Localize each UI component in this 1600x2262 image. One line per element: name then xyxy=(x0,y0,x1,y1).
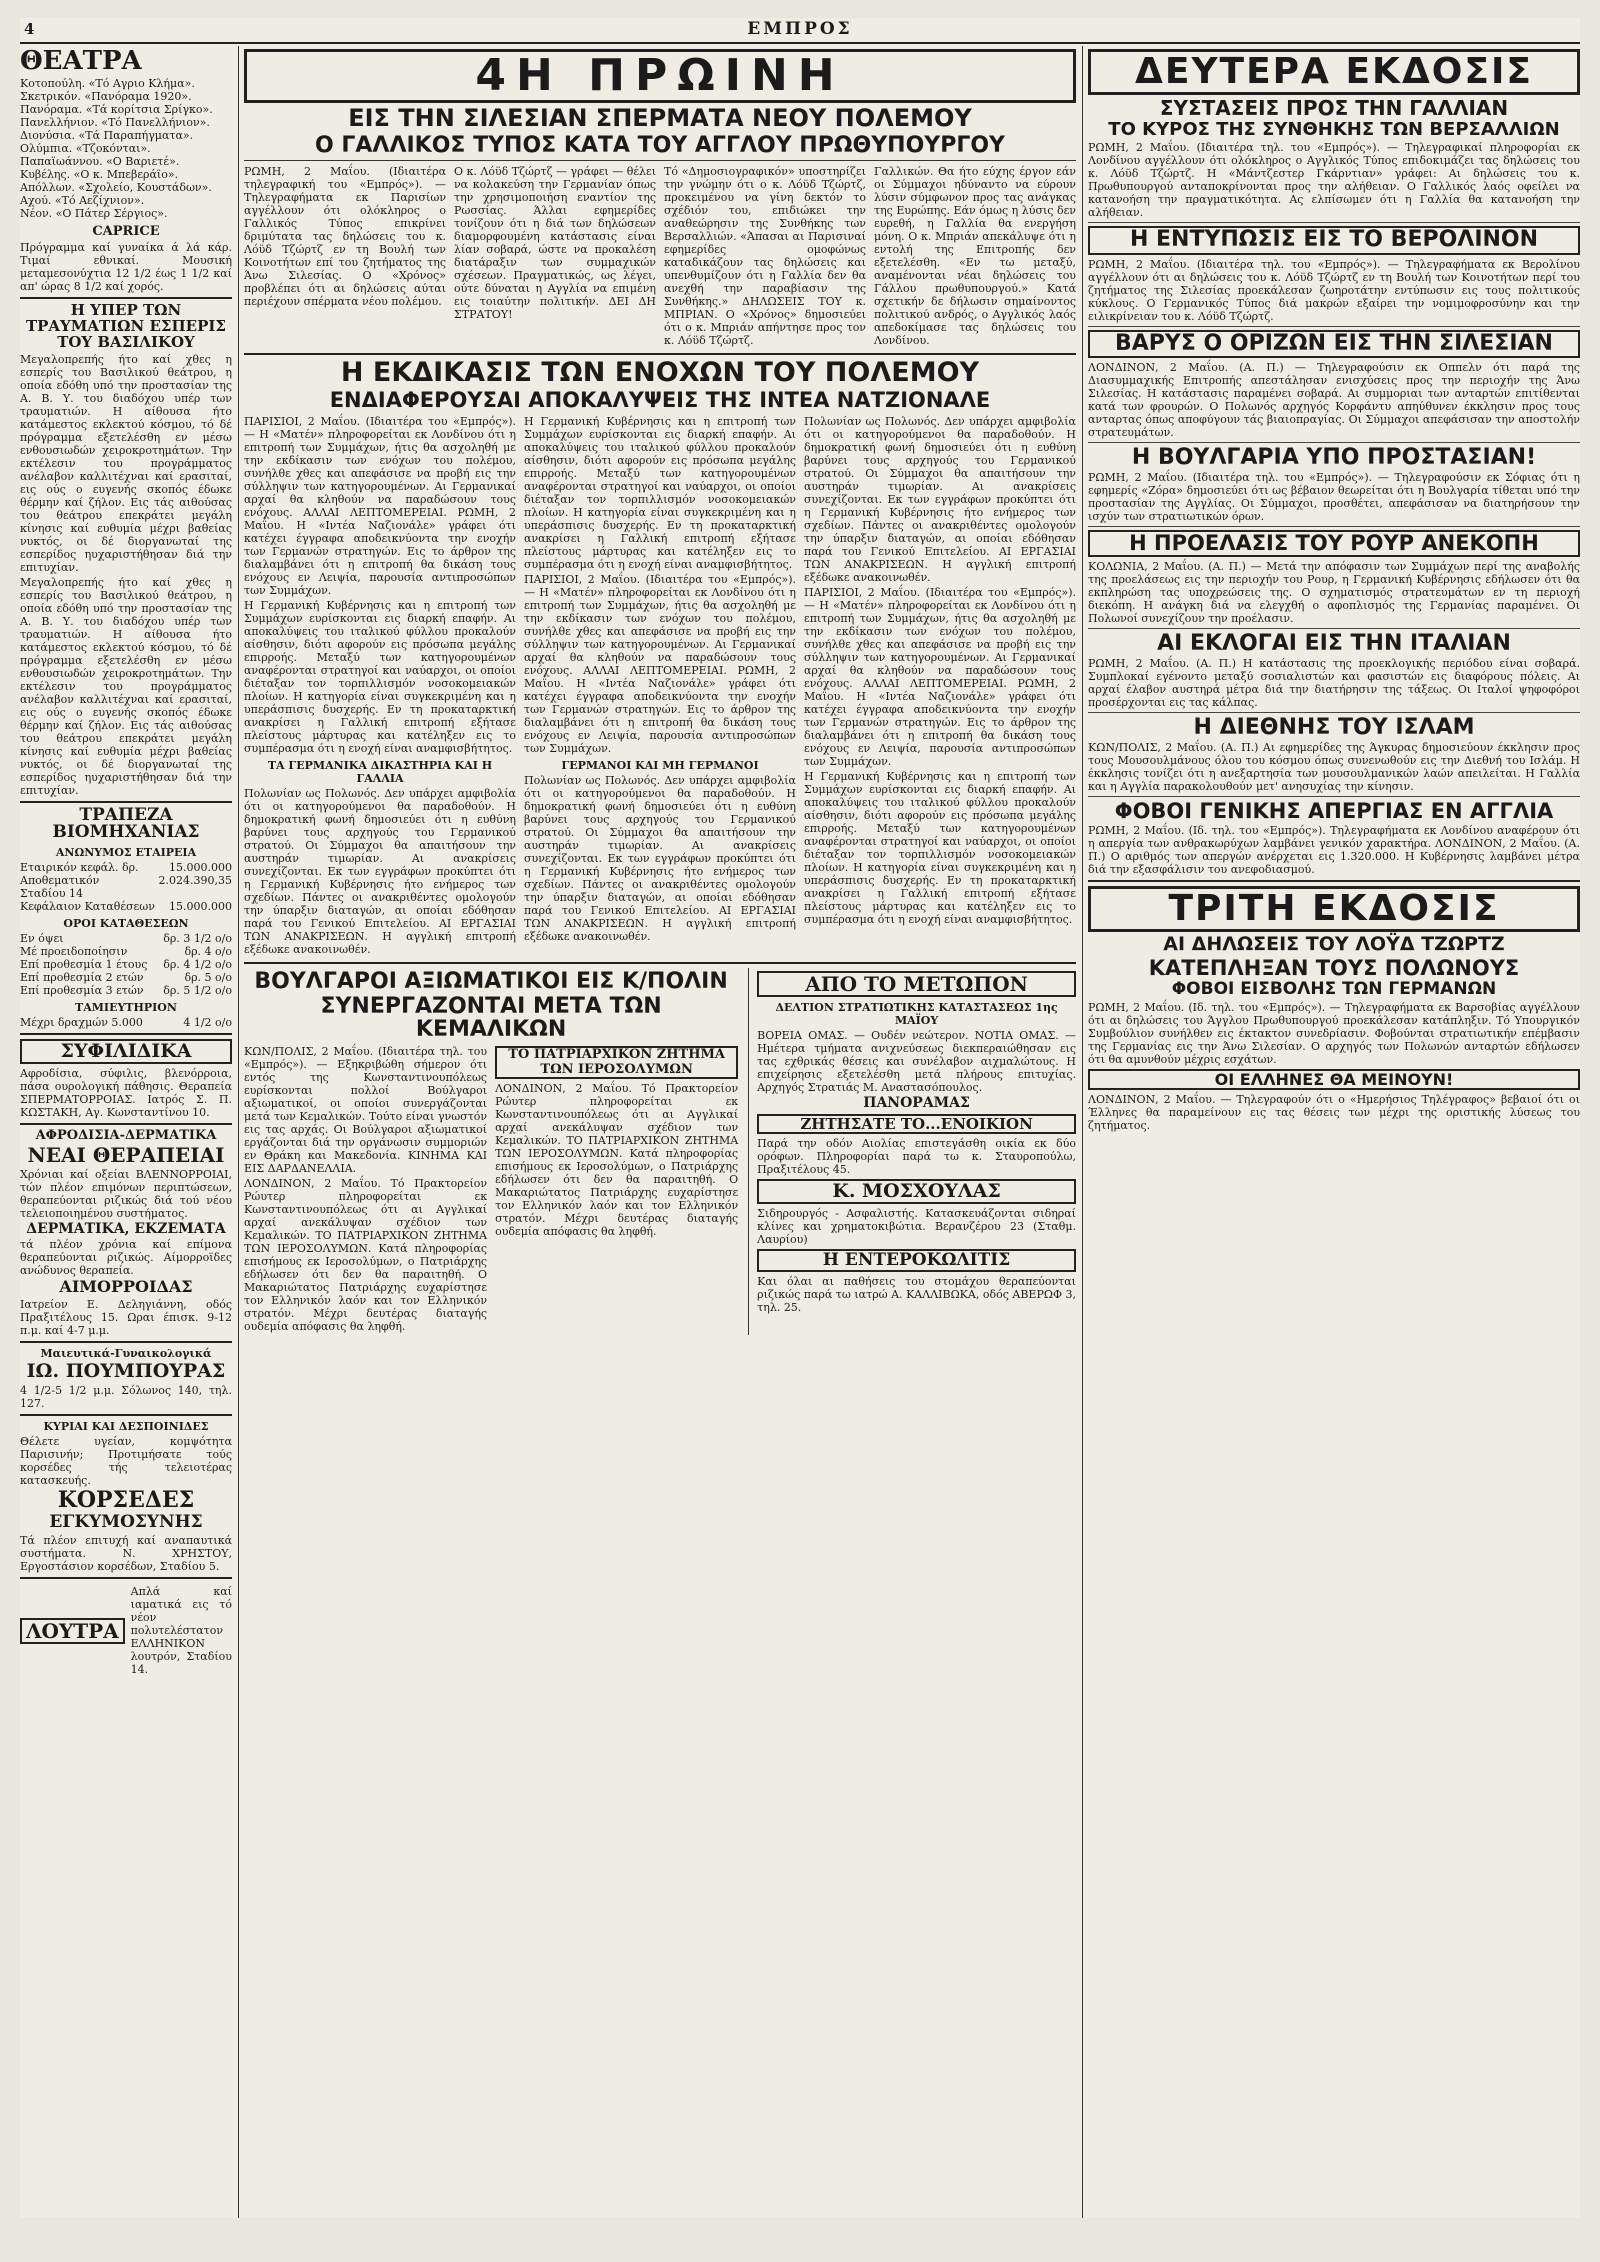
egkymosynis-text: Τά πλέον επιτυχή καί αναπαυτικά συστήματα. Ν. ΧΡΗΣΤΟΥ, Εργοστάσιον κορσέδων, Σταδίου 5. xyxy=(20,1534,232,1574)
row-value: δρ. 3 1/2 ο/ο xyxy=(163,932,232,946)
versailles-subheadline: ΤΟ ΚΥΡΟΣ ΤΗΣ ΣΥΝΘΗΚΗΣ ΤΩΝ ΒΕΡΣΑΛΛΙΩΝ xyxy=(1108,118,1560,140)
italy-headline: ΑΙ ΕΚΛΟΓΑΙ ΕΙΣ ΤΗΝ ΙΤΑΛΙΑΝ xyxy=(1157,631,1511,657)
silesia-headline: ΕΙΣ ΤΗΝ ΣΙΛΕΣΙΑΝ ΣΠΕΡΜΑΤΑ ΝΕΟΥ ΠΟΛΕΜΟΥ xyxy=(348,104,972,133)
enterocolitis-text: Και όλαι αι παθήσεις του στομάχου θεραπεύονται ριζικώς παρά τω ιατρώ Α. ΚΑΛΛΙΒΩΚΑ, οδός ΑΒΕΡΩΦ 3, τηλ. 25. xyxy=(757,1274,1076,1314)
table-row xyxy=(20,861,232,874)
versailles-headline: ΣΥΣΤΑΣΕΙΣ ΠΡΟΣ ΤΗΝ ΓΑΛΛΙΑΝ xyxy=(1159,95,1509,120)
polish-headline: ΑΙ ΔΗΛΩΣΕΙΣ ΤΟΥ ΛΟΫΔ ΤΖΩΡΤΖ xyxy=(1163,932,1505,955)
row-value: δρ. 5 1/2 ο/ο xyxy=(163,984,232,998)
war-guilt-col-2-continued: ΠΑΡΙΣΙΟΙ, 2 Μαΐου. (Ιδιαιτέρα του «Εμπρός»). — Η «Ματέν» πληροφορείται εκ Λονδίνου ότι η επιτροπή των Συμμάχων, ήτις θα ασχοληθή με την εκδίκασιν των ενόχων του πολέμου, συνήλθε χθες και απεφάσισε να προβή εις την σύλληψιν των κατηγορουμένων. Αι Γερμανικαί αρχαί θα κληθούν να παραδώσουν τους ενόχους. ΑΛΛΑΙ ΛΕΠΤΟΜΕΡΕΙΑΙ. ΡΩΜΗ, 2 Μαΐου. Η «Ιντέα Ναζιονάλε» γράφει ότι κατέχει έγγραφα αποδεικνύοντα την ενοχήν των Γερμανών στρατηγών. Εις το άρθρον της διαλαμβάνει ότι η επιτροπή θα δικάση τους ενόχους εν Λειψία, παρουσία αντιπροσώπων των Συμμάχων. xyxy=(524,573,796,756)
silesia-article xyxy=(244,163,1076,349)
theatre-item: Αχού. «Τό Αεζίχνιον». xyxy=(20,194,145,208)
silesia-article-col-2: Ο κ. Λόϋδ Τζώρτζ — γράφει — θέλει να κολακεύση την Γερμανίαν όπως την χρησιμοποιήση εναντίον της Ρωσσίας. Άλλαι εφημερίδες τονίζουν ότι η διά των δηλώσεων διαμορφουμένη κατάστασις είναι λίαν σοβαρά, ώστε να προκαλέση διατάραξιν των συμμαχικών σχέσεων. Πραγματικώς, ως λέγει, ούτε δύναται η Αγγλία να επιμένη εις τοιαύτην πολιτικήν. ΔΕΙ ΔΗ ΣΤΡΑΤΟΥ! xyxy=(454,164,657,321)
row-key: Επί προθεσμία 3 ετών xyxy=(20,984,144,998)
haemorrhoids-title: ΑΙΜΟΡΡΟΙΔΑΣ xyxy=(59,1277,193,1297)
bulgarians-subheadline: ΣΥΝΕΡΓΑΖΟΝΤΑΙ ΜΕΤΑ ΤΩΝ ΚΕΜΑΛΙΚΩΝ xyxy=(320,994,662,1043)
dermatika-text: τά πλέον χρόνια καί επίμονα θεραπεύονται ριζικώς. Αίμορροϊδες ανώδυνος θεραπεία. xyxy=(20,1238,232,1278)
silesia-horizon-text: ΛΟΝΔΙΝΟΝ, 2 Μαΐου. (Α. Π.) — Τηλεγραφούσιν εκ Οππελν ότι παρά της Διασυμμαχικής Επιτροπής απεστάλησαν ενισχύσεις προς την περιοχήν της Άνω Σιλεσίας. Η κατάστασις παραμένει σοβαρά. Αι συμμοριαι των ανταρτών επιτίθενται κατά των φρουρών. Ο Πολωνός αρχηγός Κορφάντυ απηύθυνεν έκκλησιν προς τους ανταρτας όπως αποφύγουν τάς βιαιοπραγίας. Οι Σύμμαχοι απεφάσισαν την αποστολήν στρατευμάτων. xyxy=(1088,360,1580,439)
row-key: Εταιρικόν κεφάλ. δρ. xyxy=(20,861,139,875)
row-value: 2.024.390,35 xyxy=(158,874,232,888)
newspaper-page xyxy=(20,18,1580,2218)
war-guilt-article xyxy=(244,413,1076,958)
loutra-title: ΛΟΥΤΡΑ xyxy=(20,1618,125,1644)
bulgaria-text: ΡΩΜΗ, 2 Μαΐου. (Ιδιαιτέρα τηλ. του «Εμπρός»). — Τηλεγραφούσιν εκ Σόφιας ότι η εφημερίς «Ζόρα» δημοσιεύει ότι ως βέβαιον θεωρείται ότι η Βουλγαρία τίθεται υπό την προστασίαν της Αγγλίας. Οι Σύμμαχοι, προσθέτει, απεφάσισαν να διατηρήσουν την ισχύν των στρατιωτικών όρων. xyxy=(1088,470,1580,523)
theatre-item: Παπαϊωάννου. «Ο Βαριετέ». xyxy=(20,155,180,169)
rent-ad-title: ΖΗΤΗΣΑΤΕ ΤΟ...ΕΝΟΙΚΙΟΝ xyxy=(757,1114,1076,1135)
germans-subtitle: ΓΕΡΜΑΝΟΙ ΚΑΙ ΜΗ ΓΕΡΜΑΝΟΙ xyxy=(561,759,759,773)
theatre-item: Κοτοπούλη. «Τό Αγριο Κλήμα». xyxy=(20,77,195,91)
syphilis-text: Αφροδίσια, σύφιλις, βλενόρροια, πάσα ουρολογική πάθησις. Θεραπεία ΣΠΕΡΜΑΤΟΡΡΟΙΑΣ. Ιατρός Σ. Π. ΚΩΣΤΑΚΗ, Αγ. Κωνσταντίνου 10. xyxy=(20,1067,232,1120)
haemorrhoids-text: Ιατρείον Ε. Δεληγιάννη, οδός Πραξιτέλους 15. Ωραι έπισκ. 9-12 π.μ. καί 4-7 μ.μ. xyxy=(20,1298,232,1338)
bank-savings-row xyxy=(20,1016,232,1029)
table-row xyxy=(20,971,232,984)
edition-title: 4Η ΠΡΩΙΝΗ xyxy=(244,49,1076,103)
theatre-item: Πανελλήνιον. «Τό Πανελλήνιον». xyxy=(20,116,210,130)
bulgarians-col-2: ΛΟΝΔΙΝΟΝ, 2 Μαΐου. Τό Πρακτορείον Ρώυτερ πληροφορείται εκ Κωνσταντινουπόλεως ότι αι Αγγλικαί αρχαί ανεκάλυψαν σχέδιον των Κεμαλικών. ΤΟ ΠΑΤΡΙΑΡΧΙΚΟΝ ΖΗΤΗΜΑ ΤΩΝ ΙΕΡΟΣΟΛΥΜΩΝ. Κατά πληροφορίας επισήμους εκ Ιεροσολύμων, ο Πατριάρχης εδήλωσεν ότι δεν θα παραιτηθή. Ο Μακαριώτατος Πατριάρχης ευχαρίστησε τον Ελληνικόν λαόν και τον Ελληνικόν στρατόν. Μέχρι δευτέρας διαταγής ουδεμία απόφασις θα ληφθή. xyxy=(495,1081,739,1238)
second-edition-title: ΔΕΥΤΕΡΑ ΕΚΔΟΣΙΣ xyxy=(1088,49,1580,95)
row-value: 15.000.000 xyxy=(169,900,232,914)
row-key: Αποθεματικόν xyxy=(20,874,100,888)
war-guilt-col-3-continued: ΠΑΡΙΣΙΟΙ, 2 Μαΐου. (Ιδιαιτέρα του «Εμπρός»). — Η «Ματέν» πληροφορείται εκ Λονδίνου ότι η επιτροπή των Συμμάχων, ήτις θα ασχοληθή με την εκδίκασιν των ενόχων του πολέμου, συνήλθε χθες και απεφάσισε να προβή εις την σύλληψιν των κατηγορουμένων. Αι Γερμανικαί αρχαί θα κληθούν να παραδώσουν τους ενόχους. ΑΛΛΑΙ ΛΕΠΤΟΜΕΡΕΙΑΙ. ΡΩΜΗ, 2 Μαΐου. Η «Ιντέα Ναζιονάλε» γράφει ότι κατέχει έγγραφα αποδεικνύοντα την ενοχήν των Γερμανών στρατηγών. Εις το άρθρον της διαλαμβάνει ότι η επιτροπή θα δικάση τους ενόχους εν Λειψία, παρουσία αντιπροσώπων των Συμμάχων. xyxy=(804,586,1076,769)
front-text: ΒΟΡΕΙΑ ΟΜΑΣ. — Ουδέν νεώτερον. ΝΟΤΙΑ ΟΜΑΣ. — Ημέτερα τμήματα ανιχνεύσεως διεκπεραιώθησαν εις τας εχθρικάς θέσεις και συνέλαβον αιχμαλώτους. Η επιχείρησις εξετελέσθη μετά πλήρους επιτυχίας. Αρχηγός Στρατιάς Μ. Αναστασόπουλος. xyxy=(757,1029,1076,1095)
aphrodisia-title: ΑΦΡΟΔΙΣΙΑ-ΔΕΡΜΑΤΙΚΑ xyxy=(35,1128,217,1144)
front-title: ΑΠΟ ΤΟ ΜΕΤΩΠΟΝ xyxy=(757,971,1076,997)
bank-savings-key: Μέχρι δραχμών 5.000 xyxy=(20,1016,143,1030)
table-row xyxy=(20,958,232,971)
berlin-headline: Η ΕΝΤΥΠΩΣΙΣ ΕΙΣ ΤΟ ΒΕΡΟΛΙΝΟΝ xyxy=(1088,226,1580,254)
doctor-name: ΙΩ. ΠΟΥΜΠΟΥΡΑΣ xyxy=(26,1360,226,1383)
rent-ad-text: Παρά την οδόν Αιολίας επιστεγάσθη οικία εκ δύο ορόφων. Πληροφορίαι παρά τω κ. Σταυροπούλω, Πραξιτέλους 45. xyxy=(757,1137,1076,1177)
bank-rows xyxy=(20,861,232,913)
soiree-title: Η ΥΠΕΡ ΤΩΝ ΤΡΑΥΜΑΤΙΩΝ ΕΣΠΕΡΙΣ ΤΟΥ ΒΑΣΙΛΙΚΟΥ xyxy=(25,301,227,351)
polish-subheadline-2: ΦΟΒΟΙ ΕΙΣΒΟΛΗΣ ΤΩΝ ΓΕΡΜΑΝΩΝ xyxy=(1171,978,1497,999)
enterocolitis-title: Η ΕΝΤΕΡΟΚΩΛΙΤΙΣ xyxy=(757,1249,1076,1272)
row-value: δρ. 5 ο/ο xyxy=(184,971,232,985)
row-key: Εν όψει xyxy=(20,932,64,946)
german-courts-subtitle: ΤΑ ΓΕΡΜΑΝΙΚΑ ΔΙΚΑΣΤΗΡΙΑ ΚΑΙ Η ΓΑΛΛΙΑ xyxy=(267,759,493,786)
war-guilt-col-1: ΠΑΡΙΣΙΟΙ, 2 Μαΐου. (Ιδιαιτέρα του «Εμπρός»). — Η «Ματέν» πληροφορείται εκ Λονδίνου ότι η επιτροπή των Συμμάχων, ήτις θα ασχοληθή με την εκδίκασιν των ενόχων του πολέμου, συνήλθε χθες και απεφάσισε να προβή εις την σύλληψιν των κατηγορουμένων. Αι Γερμανικαί αρχαί θα κληθούν να παραδώσουν τους ενόχους. ΑΛΛΑΙ ΛΕΠΤΟΜΕΡΕΙΑΙ. ΡΩΜΗ, 2 Μαΐου. Η «Ιντέα Ναζιονάλε» γράφει ότι κατέχει έγγραφα αποδεικνύοντα την ενοχήν των Γερμανών στρατηγών. Εις το άρθρον της διαλαμβάνει ότι η επιτροπή θα δικάση τους ενόχους εν Λειψία, παρουσία αντιπροσώπων των Συμμάχων. xyxy=(244,415,516,598)
italy-text: ΡΩΜΗ, 2 Μαΐου. (Α. Π.) Η κατάστασις της προεκλογικής περιόδου είναι σοβαρά. Συμπλοκαί εγένοντο μεταξύ σοσιαλιστών και φασιστών εις διαφόρους πόλεις. Αι αρχαί έλαβον αυστηρά μέτρα διά την διατήρησιν της τάξεως. Οι Ιταλοί ψηφοφόροι προσέρχονται εις τας κάλπας. xyxy=(1088,657,1580,710)
page-number: 4 xyxy=(24,20,35,38)
doctor-text: 4 1/2-5 1/2 μ.μ. Σόλωνος 140, τηλ. 127. xyxy=(20,1384,232,1411)
german-courts-text: Πολωνίαν ως Πολωνός. Δεν υπάρχει αμφιβολία ότι οι κατηγορούμενοι θα παραδοθούν. Η δημοκρατική φωνή δημοσιεύει ότι η ευθύνη βαρύνει τους αρχηγούς του Γερμανικού στρατού. Οι Σύμμαχοι θα απαιτήσουν την αυστηράν τιμωρίαν. Αι ανακρίσεις συνεχίζονται. Εκ των εγγράφων προκύπτει ότι η Γερμανική Κυβέρνησις ήτο ενήμερος των σχεδίων. Πάντες οι ανακριθέντες ομολογούν την ύπαρξιν διαταγών, αι οποίαι εδόθησαν παρά του Γενικού Επιτελείου. ΑΙ ΕΡΓΑΣΙΑΙ ΤΩΝ ΑΝΑΚΡΙΣΕΩΝ. Η αγγλική επιτροπή εξέδωκε ανακοινωθέν. xyxy=(244,787,516,957)
panoramas-title: ΠΑΝΟΡΑΜΑΣ xyxy=(863,1095,970,1112)
theatre-item: Κυβέλης. «Ο κ. Μπεβεράϊο». xyxy=(20,168,179,182)
front-block xyxy=(748,968,1076,1335)
silesia-subheadline: Ο ΓΑΛΛΙΚΟΣ ΤΥΠΟΣ ΚΑΤΑ ΤΟΥ ΑΓΓΛΟΥ ΠΡΩΘΥΠΟΥΡΓΟΥ xyxy=(244,134,1076,161)
islam-headline: Η ΔΙΕΘΝΗΣ ΤΟΥ ΙΣΛΑΜ xyxy=(1193,715,1475,741)
table-row xyxy=(20,874,232,887)
table-row xyxy=(20,932,232,945)
newspaper-name: ΕΜΠΡΟΣ xyxy=(747,19,853,39)
theatre-item: Πανόραμα. «Τά κορίτσια Σρίγκο». xyxy=(20,103,213,117)
bank-terms xyxy=(20,932,232,997)
theatre-item: Ολύμπια. «Τζοκόνται». xyxy=(20,142,151,156)
table-row xyxy=(20,887,232,900)
masthead xyxy=(20,18,1580,44)
bank-savings-value: 4 1/2 ο/ο xyxy=(183,1016,232,1030)
bulgarians-col-1-continued: ΛΟΝΔΙΝΟΝ, 2 Μαΐου. Τό Πρακτορείον Ρώυτερ πληροφορείται εκ Κωνσταντινουπόλεως ότι αι Αγγλικαί αρχαί ανεκάλυψαν σχέδιον των Κεμαλικών. ΤΟ ΠΑΤΡΙΑΡΧΙΚΟΝ ΖΗΤΗΜΑ ΤΩΝ ΙΕΡΟΣΟΛΥΜΩΝ. Κατά πληροφορίας επισήμους εκ Ιεροσολύμων, ο Πατριάρχης εδήλωσεν ότι δεν θα παραιτηθή. Ο Μακαριώτατος Πατριάρχης ευχαρίστησε τον Ελληνικόν λαόν και τον Ελληνικόν στρατόν. Μέχρι δευτέρας διαταγής ουδεμία απόφασις θα ληφθή. xyxy=(244,1177,488,1334)
bulgarians-block xyxy=(244,968,738,1335)
theatres-list xyxy=(20,77,232,220)
table-row xyxy=(20,900,232,913)
right-column xyxy=(1088,46,1580,2218)
silesia-article-col-3: Τό «Δημοσιογραφικόν» υποστηρίζει την γνώμην ότι ο κ. Λόϋδ Τζώρτζ, προκειμένου να γίνη δεκτόν το σχέδιόν του, επιδιώκει την αναθεώρησιν της Συνθήκης των Βερσαλλιών. «Άπασαι αι Παρισιναί εφημερίδες ομοφώνως καταδικάζουν τας δηλώσεις και υπενθυμίζουν ότι η Γαλλία δεν θα ανεχθή την παραβίασιν της Συνθήκης.» ΔΗΛΩΣΕΙΣ ΤΟΥ κ. ΜΠΡΙΑΝ. Ο «Χρόνος» δημοσιεύει ότι ο κ. Μπριάν απήντησε προς τον κ. Λόϋδ Τζώρτζ. xyxy=(664,164,866,347)
korsedes-text: Θέλετε υγείαν, κομψότητα Παρισινήν; Προτιμήσατε τούς κορσέδες τής τελειοτέρας κατασκευής. xyxy=(20,1435,232,1488)
korsedes-title: ΚΟΡΣΕΔΕΣ xyxy=(57,1487,195,1514)
theatre-item: Απόλλων. «Σχολείο, Κουστάδων». xyxy=(20,181,212,195)
war-guilt-col-1-continued: Η Γερμανική Κυβέρνησις και η επιτροπή των Συμμάχων ευρίσκονται εις διαρκή επαφήν. Αι αποκαλύψεις του ιταλικού φύλλου προκαλούν αίσθησιν, διότι αφορούν εις πρόσωπα μεγάλης επιρροής. Μεταξύ των κατηγορουμένων αναφέρονται στρατηγοί και ναύαρχοι, οι οποίοι διέταξαν τον τορπιλλισμόν νοσοκομειακών πλοίων. Η κατηγορία είναι συγκεκριμένη και η υπεράσπισις δυσχερής. Εν τη προκαταρκτική ανακρίσει η Γαλλική επιτροπή εξήτασε πλείστους μάρτυρας και κατέληξεν εις το συμπέρασμα ότι η ενοχή είναι αναμφισβήτητος. xyxy=(244,599,516,756)
row-key: Σταδίου 14 xyxy=(20,887,84,901)
strike-headline: ΦΟΒΟΙ ΓΕΝΙΚΗΣ ΑΠΕΡΓΙΑΣ ΕΝ ΑΓΓΛΙΑ xyxy=(1114,799,1554,824)
bulgaria-headline: Η ΒΟΥΛΓΑΡΙΑ ΥΠΟ ΠΡΟΣΤΑΣΙΑΝ! xyxy=(1131,444,1537,470)
center-column xyxy=(244,46,1076,2218)
syphilis-title: ΣΥΦΙΛΙΔΙΚΑ xyxy=(20,1039,232,1064)
loutra-text: Απλά καί ιαματικά εις τό νέον πολυτελέστατον ΕΛΛΗΝΙΚΟΝ λουτρόν, Σταδίου 14. xyxy=(130,1585,232,1677)
caprice-title: CAPRICE xyxy=(92,224,160,240)
moschoulas-text: Σιδηρουργός - Ασφαλιστής. Κατασκευάζονται σιδηραί κλίνες και χρηματοκιβώτια. Βερανζέρου 23 (Σταθμ. Λαυρίου) xyxy=(757,1207,1076,1247)
patriarchate-box-title: ΤΟ ΠΑΤΡΙΑΡΧΙΚΟΝ ΖΗΤΗΜΑ ΤΩΝ ΙΕΡΟΣΟΛΥΜΩΝ xyxy=(495,1046,738,1079)
strike-text: ΡΩΜΗ, 2 Μαΐου. (Ιδ. τηλ. του «Εμπρός»). Τηλεγραφήματα εκ Λονδίνου αναφέρουν ότι η απεργία των ανθρακωρύχων λαμβάνει γενικόν χαρακτήρα. ΛΟΝΔΙΝΟΝ, 2 Μαΐου. (Α. Π.) Ο αριθμός των απεργών ανέρχεται εις 1.320.000. Η Κυβέρνησις λαμβάνει μέτρα διά την εξασφάλισιν του ανεφοδιασμού. xyxy=(1088,824,1580,877)
row-value: δρ. 4 ο/ο xyxy=(184,945,232,959)
polish-subheadline: ΚΑΤΕΠΛΗΞΑΝ ΤΟΥΣ ΠΟΛΩΝΟΥΣ xyxy=(1148,955,1520,980)
moschoulas-title: Κ. ΜΟΣΧΟΥΛΑΣ xyxy=(757,1179,1076,1204)
bank-title: ΤΡΑΠΕΖΑ ΒΙΟΜΗΧΑΝΙΑΣ xyxy=(52,804,200,843)
germans-text: Πολωνίαν ως Πολωνός. Δεν υπάρχει αμφιβολία ότι οι κατηγορούμενοι θα παραδοθούν. Η δημοκρατική φωνή δημοσιεύει ότι η ευθύνη βαρύνει τους αρχηγούς του Γερμανικού στρατού. Οι Σύμμαχοι θα απαιτήσουν την αυστηράν τιμωρίαν. Αι ανακρίσεις συνεχίζονται. Εκ των εγγράφων προκύπτει ότι η Γερμανική Κυβέρνησις ήτο ενήμερος των σχεδίων. Πάντες οι ανακριθέντες ομολογούν την ύπαρξιν διαταγών, αι οποίαι εδόθησαν παρά του Γενικού Επιτελείου. ΑΙ ΕΡΓΑΣΙΑΙ ΤΩΝ ΑΝΑΚΡΙΣΕΩΝ. Η αγγλική επιτροπή εξέδωκε ανακοινωθέν. xyxy=(524,774,796,944)
dermatika-title: ΔΕΡΜΑΤΙΚΑ, ΕΚΖΕΜΑΤΑ xyxy=(26,1220,226,1237)
new-therapies-title: ΝΕΑΙ ΘΕΡΑΠΕΙΑΙ xyxy=(27,1142,225,1167)
ruhr-headline: Η ΠΡΟΕΛΑΣΙΣ ΤΟΥ ΡΟΥΡ ΑΝΕΚΟΠΗ xyxy=(1088,530,1580,557)
silesia-article-col-4: Γαλλικών. Θα ήτο εύχης έργον εάν οι Σύμμαχοι ηδύναντο να εύρουν λύσιν σύμφωνον προς τας ανάγκας της Ευρώπης. Εάν όμως η λύσις δεν ευρεθή, η Γαλλία θα ενεργήση μόνη. Ο κ. Μπριάν απεκάλυψε ότι η εντολή της Επιτροπής δεν εξετελέσθη. «Εν τω μεταξύ, αναμένονται νέαι δηλώσεις του Γάλλου πρωθυπουργού.» Κατά σχετικήν δε δήλωσιν σημαίνοντος πολιτικού ανδρός, ο Αγγλικός λαός απεδοκίμασε τας δηλώσεις του Λονδίνου. xyxy=(874,164,1076,347)
war-guilt-col-3: Πολωνίαν ως Πολωνός. Δεν υπάρχει αμφιβολία ότι οι κατηγορούμενοι θα παραδοθούν. Η δημοκρατική φωνή δημοσιεύει ότι η ευθύνη βαρύνει τους αρχηγούς του Γερμανικού στρατού. Οι Σύμμαχοι θα απαιτήσουν την αυστηράν τιμωρίαν. Αι ανακρίσεις συνεχίζονται. Εκ των εγγράφων προκύπτει ότι η Γερμανική Κυβέρνησις ήτο ενήμερος των σχεδίων. Πάντες οι ανακριθέντες ομολογούν την ύπαρξιν διαταγών, αι οποίαι εδόθησαν παρά του Γενικού Επιτελείου. ΑΙ ΕΡΓΑΣΙΑΙ ΤΩΝ ΑΝΑΚΡΙΣΕΩΝ. Η αγγλική επιτροπή εξέδωκε ανακοινωθέν. xyxy=(804,415,1076,585)
row-key: Επί προθεσμία 2 ετών xyxy=(20,971,144,985)
left-column xyxy=(20,46,232,2218)
bulgarians-headline: ΒΟΥΛΓΑΡΟΙ ΑΞΙΩΜΑΤΙΚΟΙ ΕΙΣ Κ/ΠΟΛΙΝ xyxy=(254,969,728,995)
theatre-item: Διονύσια. «Τά Παραπήγματα». xyxy=(20,129,194,143)
polish-text: ΡΩΜΗ, 2 Μαΐου. (Ιδ. τηλ. του «Εμπρός»). — Τηλεγραφήματα εκ Βαρσοβίας αγγέλλουν ότι αι δηλώσεις του Άγγλου Πρωθυπουργού προεκάλεσαν κατάπληξιν. Τό Υπουργικόν Συμβούλιον συνήλθεν εις έκτακτον συνεδρίασιν. Φοβούνται στρατιωτικήν επέμβασιν της Γερμανίας εις την Άνω Σιλεσίαν. Ο αρχηγός των Πολωνών ανταρτών εδήλωσεν ότι θα αμυνθούν μέχρις εσχάτων. xyxy=(1088,1000,1580,1066)
bulgarians-col-1: ΚΩΝ/ΠΟΛΙΣ, 2 Μαΐου. (Ιδιαιτέρα τηλ. του «Εμπρός»). — Εξηκριβώθη σήμερον ότι εντός της Κωνσταντινουπόλεως ευρίσκονται πολλοί Βούλγαροι αξιωματικοί, οι οποίοι συνεργάζονται μετά των Κεμαλικών. Τούτο είναι γνωστόν εις τας αρχάς. Οι Βούλγαροι αξιωματικοί εργάζονται διά την οργάνωσιν συμμοριών εν Θράκη και Μακεδονία. ΚΙΝΗΜΑ ΚΑΙ ΕΙΣ ΔΑΡΔΑΝΕΛΛΙΑ. xyxy=(244,1045,488,1176)
versailles-text: ΡΩΜΗ, 2 Μαΐου. (Ιδιαιτέρα τηλ. του «Εμπρός»). — Τηλεγραφικαί πληροφορίαι εκ Λονδίνου αγγέλλουν ότι ολόκληρος ο Αγγλικός Τύπος επιδοκιμάζει τας δηλώσεις του κ. Λόϋδ Τζώρτζ. Η «Μάντζεστερ Γκάρντιαν» γράφει: Αι δηλώσεις του κ. Πρωθυπουργού ανταποκρίνονται προς την αλήθειαν. Ο Γαλλικός λαός οφείλει να κατανοήση την πραγματικότητα. Ας ελπίσωμεν ότι η Γαλλία θα κατανοήση την αλήθειαν. xyxy=(1088,141,1580,220)
theatre-item: Νέον. «Ο Πάτερ Σέργιος». xyxy=(20,207,168,221)
new-therapies-text: Χρόνιαι καί οξείαι ΒΛΕΝΝΟΡΡΟΙΑΙ, τών πλέον επιμόνων περιπτώσεων, θεραπεύονται ριζικώς διά τού νέου τελειοποιημένου συστήματος. xyxy=(20,1167,232,1220)
greeks-text: ΛΟΝΔΙΝΟΝ, 2 Μαΐου. — Τηλεγραφούν ότι ο «Ημερήσιος Τηλέγραφος» βεβαιοί ότι οι Έλληνες θα παραμείνουν εις τας θέσεις των μέχρι της οριστικής λύσεως του ζητήματος. xyxy=(1088,1093,1580,1133)
bottom-center xyxy=(244,968,1076,1335)
bank-subtitle: ΑΝΩΝΥΜΟΣ ΕΤΑΙΡΕΙΑ xyxy=(55,846,197,860)
theatres-title: ΘΕΑΤΡΑ xyxy=(20,46,142,76)
bank-terms-title: ΟΡΟΙ ΚΑΤΑΘΕΣΕΩΝ xyxy=(63,917,189,931)
soiree-text-continued: Μεγαλοπρεπής ήτο καί χθες η εσπερίς του Βασιλικού θεάτρου, η οποία εδόθη υπό την προστασίαν της Α. Β. Υ. του διαδόχου υπέρ των τραυματιών. Η αίθουσα ήτο κατάμεστος εκλεκτού κόσμου, τό δέ πρόγραμμα εξετελέσθη εν μέσω ενθουσιωδών χειροκροτημάτων. Την εκτέλεσιν του προγράμματος ανέλαβον καλλιτέχναι καί ερασιταί, εις ούς ο ευγενής σκοπός έδωκε θέρμην καί ζήλον. Εις τάς αιθούσας του θεάτρου επεκράτει μεγάλη κίνησις καί ευθυμία μέχρι βαθείας νυκτός, οι δέ διοργανωταί της εσπερίδος ηυχαριστήθησαν διά την επιτυχίαν. xyxy=(20,575,232,797)
table-row xyxy=(20,984,232,997)
silesia-article-col-1: ΡΩΜΗ, 2 Μαΐου. (Ιδιαιτέρα τηλεγραφική του «Εμπρός»). — Τηλεγραφήματα εκ Παρισίων αγγέλλουν ότι ολόκληρος ο Γαλλικός Τύπος επικρίνει δριμύτατα τας δηλώσεις του κ. Λόϋδ Τζώρτζ εν τη Βουλή των Κοινοτήτων επί του ζητήματος της Άνω Σιλεσίας. Ο «Χρόνος» προβλέπει ότι αι δηλώσεις αύται περιέχουν σπέρματα νέου πολέμου. xyxy=(244,164,446,308)
front-subtitle: ΔΕΛΤΙΟΝ ΣΤΡΑΤΙΩΤΙΚΗΣ ΚΑΤΑΣΤΑΣΕΩΣ 1ης ΜΑΪΟΥ xyxy=(775,1001,1058,1028)
war-guilt-col-3-end: Η Γερμανική Κυβέρνησις και η επιτροπή των Συμμάχων ευρίσκονται εις διαρκή επαφήν. Αι αποκαλύψεις του ιταλικού φύλλου προκαλούν αίσθησιν, διότι αφορούν εις πρόσωπα μεγάλης επιρροής. Μεταξύ των κατηγορουμένων αναφέρονται στρατηγοί και ναύαρχοι, οι οποίοι διέταξαν τον τορπιλλισμόν νοσοκομειακών πλοίων. Η κατηγορία είναι συγκεκριμένη και η υπεράσπισις δυσχερής. Εν τη προκαταρκτική ανακρίσει η Γαλλική επιτροπή εξήτασε πλείστους μάρτυρας και κατέληξεν εις το συμπέρασμα ότι η ενοχή είναι αναμφισβήτητος. xyxy=(804,770,1076,927)
korsedes-intro: ΚΥΡΙΑΙ ΚΑΙ ΔΕΣΠΟΙΝΙΔΕΣ xyxy=(43,1420,209,1434)
row-key: Μέ προειδοποίησιν xyxy=(20,945,128,959)
row-key: Κεφάλαιον Καταθέσεων xyxy=(20,900,155,914)
soiree-text: Μεγαλοπρεπής ήτο καί χθες η εσπερίς του Βασιλικού θεάτρου, η οποία εδόθη υπό την προστασίαν της Α. Β. Υ. του διαδόχου υπέρ των τραυματιών. Η αίθουσα ήτο κατάμεστος εκλεκτού κόσμου, τό δέ πρόγραμμα εξετελέσθη εν μέσω ενθουσιωδών χειροκροτημάτων. Την εκτέλεσιν του προγράμματος ανέλαβον καλλιτέχναι καί ερασιταί, εις ούς ο ευγενής σκοπός έδωκε θέρμην καί ζήλον. Εις τάς αιθούσας του θεάτρου επεκράτει μεγάλη κίνησις καί ευθυμία μέχρι βαθείας νυκτός, οι δέ διοργανωταί της εσπερίδος ηυχαριστήθησαν διά την επιτυχίαν. xyxy=(20,352,232,574)
third-edition-title: ΤΡΙΤΗ ΕΚΔΟΣΙΣ xyxy=(1088,886,1580,932)
egkymosynis-title: ΕΓΚΥΜΟΣΥΝΗΣ xyxy=(49,1512,203,1533)
berlin-text: ΡΩΜΗ, 2 Μαΐου. (Ιδιαιτέρα τηλ. του «Εμπρός»). — Τηλεγραφήματα εκ Βερολίνου αγγέλλουν ότι αι δηλώσεις του κ. Λόϋδ Τζώρτζ εν τη Βουλή των Κοινοτήτων περί του ζητήματος της Σιλεσίας προεκάλεσαν ζωηροτάτην εντύπωσιν εις τους πολιτικούς κύκλους. Ο Γερμανικός Τύπος διά μακρών εξαίρει την νομιμοφροσύνην και την ειλικρίνειαν του κ. Λόϋδ Τζώρτζ. xyxy=(1088,257,1580,323)
doctor-label: Μαιευτικά-Γυναικολογικά xyxy=(40,1347,212,1361)
loutra-ad xyxy=(20,1583,232,1678)
row-key: Επί προθεσμία 1 έτους xyxy=(20,958,148,972)
islam-text: ΚΩΝ/ΠΟΛΙΣ, 2 Μαΐου. (Α. Π.) Αι εφημερίδες της Άγκυρας δημοσιεύουν έκκλησιν προς τους Μουσουλμάνους όλου του κόσμου όπως συνενωθούν εις την Διεθνή του Ισλάμ. Η έκκλησις τονίζει ότι η ανεξαρτησία των μουσουλμανικών λαών απειλείται. Η Γαλλία και η Αγγλία παρακολουθούν μετ' ανησυχίας την κίνησιν. xyxy=(1088,741,1580,794)
caprice-text: Πρόγραμμα καί γυναίκα ά λά κάρ. Τιμαί εθνικαί. Μουσική μεταμεσονύχτια 12 1/2 έως 1 1/2 καί απ' ώρας 8 1/2 καί χορός. xyxy=(20,241,232,294)
war-guilt-subheadline: ΕΝΔΙΑΦΕΡΟΥΣΑΙ ΑΠΟΚΑΛΥΨΕΙΣ ΤΗΣ ΙΝΤΕΑ ΝΑΤΖΙΟΝΑΛΕ xyxy=(329,388,991,413)
row-value: δρ. 4 1/2 ο/ο xyxy=(163,958,232,972)
greeks-headline: ΟΙ ΕΛΛΗΝΕΣ ΘΑ ΜΕΙΝΟΥΝ! xyxy=(1088,1069,1580,1091)
war-guilt-headline: Η ΕΚΔΙΚΑΣΙΣ ΤΩΝ ΕΝΟΧΩΝ ΤΟΥ ΠΟΛΕΜΟΥ xyxy=(340,356,980,388)
row-value: 15.000.000 xyxy=(169,861,232,875)
table-row xyxy=(20,945,232,958)
silesia-horizon-headline: ΒΑΡΥΣ Ο ΟΡΙΖΩΝ ΕΙΣ ΤΗΝ ΣΙΛΕΣΙΑΝ xyxy=(1088,330,1580,358)
theatre-item: Σκετρικόν. «Πανόραμα 1920». xyxy=(20,90,192,104)
war-guilt-col-2: Η Γερμανική Κυβέρνησις και η επιτροπή των Συμμάχων ευρίσκονται εις διαρκή επαφήν. Αι αποκαλύψεις του ιταλικού φύλλου προκαλούν αίσθησιν, διότι αφορούν εις πρόσωπα μεγάλης επιρροής. Μεταξύ των κατηγορουμένων αναφέρονται στρατηγοί και ναύαρχοι, οι οποίοι διέταξαν τον τορπιλλισμόν νοσοκομειακών πλοίων. Η κατηγορία είναι συγκεκριμένη και η υπεράσπισις δυσχερής. Εν τη προκαταρκτική ανακρίσει η Γαλλική επιτροπή εξήτασε πλείστους μάρτυρας και κατέληξεν εις το συμπέρασμα ότι η ενοχή είναι αναμφισβήτητος. xyxy=(524,415,796,572)
bank-savings-title: ΤΑΜΙΕΥΤΗΡΙΟΝ xyxy=(75,1001,177,1015)
ruhr-text: ΚΟΛΩΝΙΑ, 2 Μαΐου. (Α. Π.) — Μετά την απόφασιν των Συμμάχων περί της αναβολής της προελάσεως εις την περιοχήν του Ρουρ, η Γερμανική Κυβέρνησις εδήλωσεν ότι θα εκπληρώση τας υποχρεώσεις της. Ο σχηματισμός στρατευμάτων εν τη περιοχή διεκόπη. Η ανάγκη διά να ελεγχθή ο αφοπλισμός της Γερμανίας παραμένει. Οι Πολωνοί συνεχίζουν την προέλασιν. xyxy=(1088,560,1580,626)
